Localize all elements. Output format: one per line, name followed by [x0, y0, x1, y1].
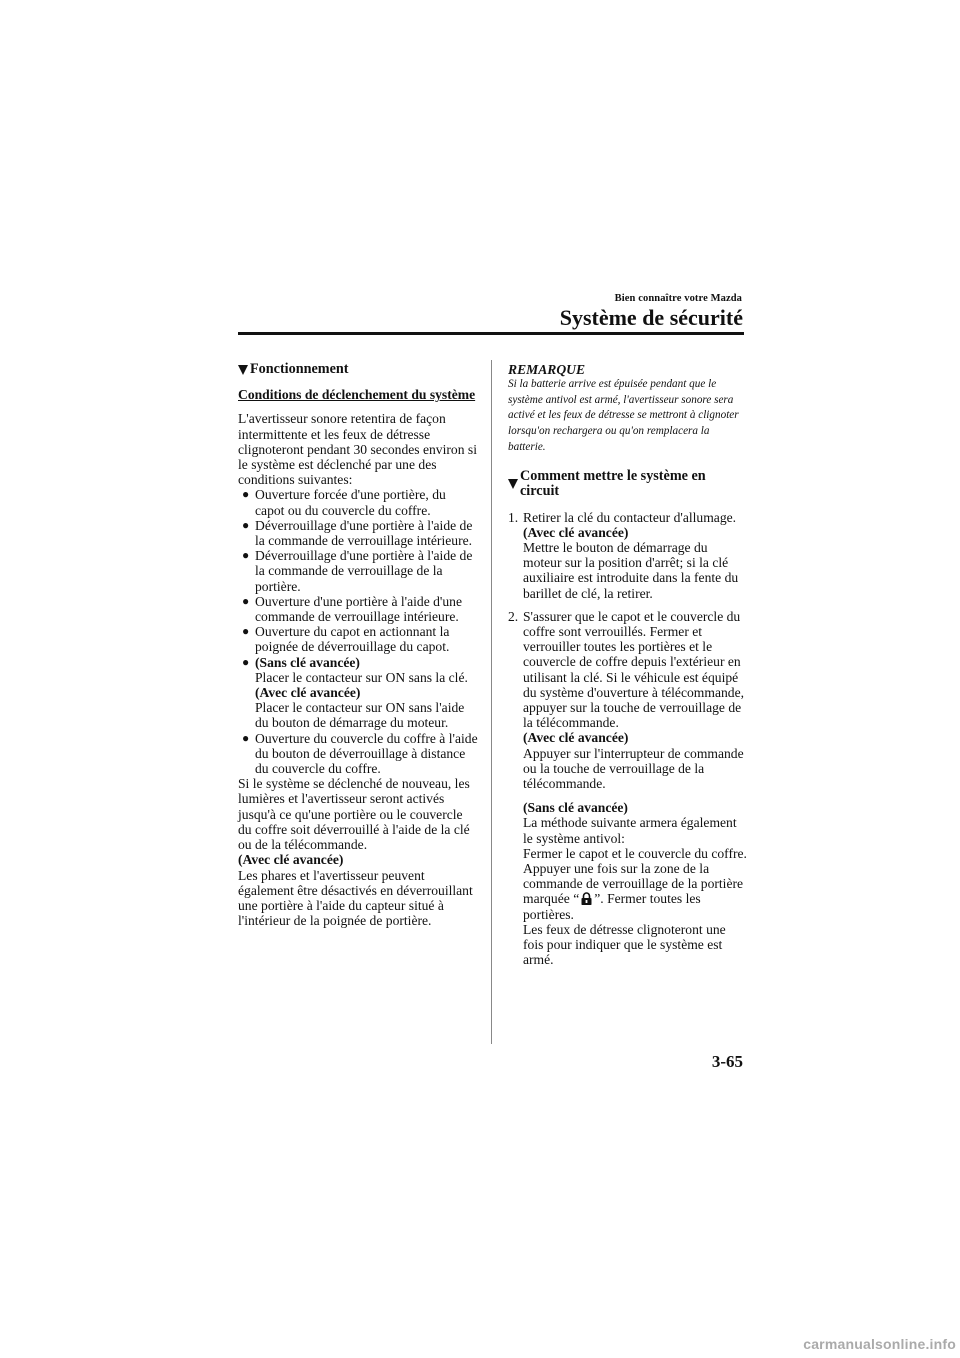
- bullet-dot-icon: ●: [242, 730, 250, 745]
- step-item: 2. S'assurer que le capot et le couvercle du coffre sont verrouillés. Fermer et verrouiller toutes les portières et le couvercle de coffre depuis l'extérieur en utilisant la clé. Si le véhicule est équipé du système d'ouverture à télécommande, appuyer sur la touche de verrouillage de la télécommande. (Avec clé avancée) Appuyer sur l'interrupteur de commande ou la touche de verrouillage de la télécommande.: [508, 609, 748, 791]
- variant-label: (Sans clé avancée): [255, 654, 360, 670]
- lock-icon: [581, 892, 592, 905]
- variant-label: (Avec clé avancée): [523, 524, 629, 540]
- bullet-dot-icon: ●: [242, 517, 250, 532]
- list-item: ● Ouverture d'une portière à l'aide d'une commande de verrouillage intérieure.: [242, 593, 463, 625]
- triangle-bullet-icon: [238, 365, 248, 375]
- note-title: REMARQUE: [508, 362, 586, 377]
- list-item: ● Ouverture du couvercle du coffre à l'aide du bouton de déverrouillage à distance du couvercle du coffre.: [242, 730, 478, 777]
- left-column: [238, 362, 478, 928]
- arming-steps: [508, 510, 748, 792]
- paragraph-retrigger: Si le système se déclenché de nouveau, les lumières et l'avertisseur seront activés jusqu'à ce qu'une portière ou le couvercle du coffre soit déverrouillé à l'aide de la clé ou de la télécommande.: [238, 776, 470, 853]
- bullet-dot-icon: ●: [242, 548, 250, 563]
- column-divider: [491, 360, 492, 1044]
- variant-label: (Avec clé avancée): [238, 852, 344, 868]
- paragraph-disable: Les phares et l'avertisseur peuvent également être désactivés en déverrouillant une portière à l'aide du capteur situé à l'intérieur de la poignée de portière.: [238, 867, 473, 929]
- alternative-method: (Sans clé avancée) La méthode suivante armera également le système antivol: Fermer le capot et le couvercle du coffre. Appuyer une fois sur la zone de la commande de verrouillage de la portière marquée “ ”. Fermer toutes les portières. Les feux de détresse clignoteront une fois pour indiquer que le système est armé.: [523, 800, 747, 968]
- page-number: 3-65: [711, 1052, 743, 1071]
- subheading-conditions: Conditions de déclenchement du système: [238, 387, 476, 403]
- header-chapter: Bien connaître votre Mazda: [614, 293, 742, 304]
- section-heading-arming: Comment mettre le système en circuit: [508, 469, 748, 499]
- bullet-dot-icon: ●: [242, 654, 250, 669]
- right-column: [508, 362, 748, 967]
- bullet-dot-icon: ●: [242, 593, 250, 608]
- intro-paragraph: L'avertisseur sonore retentira de façon intermittente et les feux de détresse clignoteront pendant 30 secondes environ si le système est déclenché par une des conditions suivantes:: [238, 411, 477, 488]
- list-item: ● Déverrouillage d'une portière à l'aide de la commande de verrouillage intérieure.: [242, 517, 473, 549]
- note-text: Si la batterie arrive est épuisée pendant que le système antivol est armé, l'avertisseur sonore sera activé et les feux de détresse se mettront à clignoter lorsqu'on rechargera ou qu'on remplacera la batterie.: [508, 378, 739, 453]
- step-item: 1. Retirer la clé du contacteur d'allumage. (Avec clé avancée) Mettre le bouton de démarrage du moteur sur la position d'arrêt; si la clé auxiliaire est introduite dans la fente du barillet de clé, la retirer.: [508, 510, 748, 601]
- list-item: ● Déverrouillage d'une portière à l'aide de la commande de verrouillage de la portière.: [242, 548, 473, 594]
- bullet-dot-icon: ●: [242, 487, 250, 502]
- variant-label: (Sans clé avancée): [523, 800, 628, 816]
- conditions-list: [238, 487, 478, 776]
- variant-label: (Avec clé avancée): [255, 685, 361, 701]
- list-item: ● Ouverture du capot en actionnant la poignée de déverrouillage du capot.: [242, 624, 450, 655]
- watermark: carmanualsonline.info: [803, 1336, 956, 1352]
- section-heading-fonctionnement: Fonctionnement: [238, 362, 478, 377]
- variant-label: (Avec clé avancée): [523, 730, 629, 746]
- bullet-dot-icon: ●: [242, 624, 250, 639]
- triangle-bullet-icon: [508, 479, 518, 489]
- list-item: ● Ouverture forcée d'une portière, du capot ou du couvercle du coffre.: [242, 487, 446, 518]
- header-section-title: Système de sécurité: [559, 305, 743, 330]
- list-item: ● (Sans clé avancée) Placer le contacteur sur ON sans la clé. (Avec clé avancée) Placer le contacteur sur ON sans l'aide du bouton de démarrage du moteur.: [238, 655, 478, 731]
- header-rule: [238, 332, 744, 335]
- lock-instruction: Fermer le capot et le couvercle du coffre. Appuyer une fois sur la zone de la commande de verrouillage de la portière marquée “ ”. Fermer toutes les portières.: [523, 845, 747, 922]
